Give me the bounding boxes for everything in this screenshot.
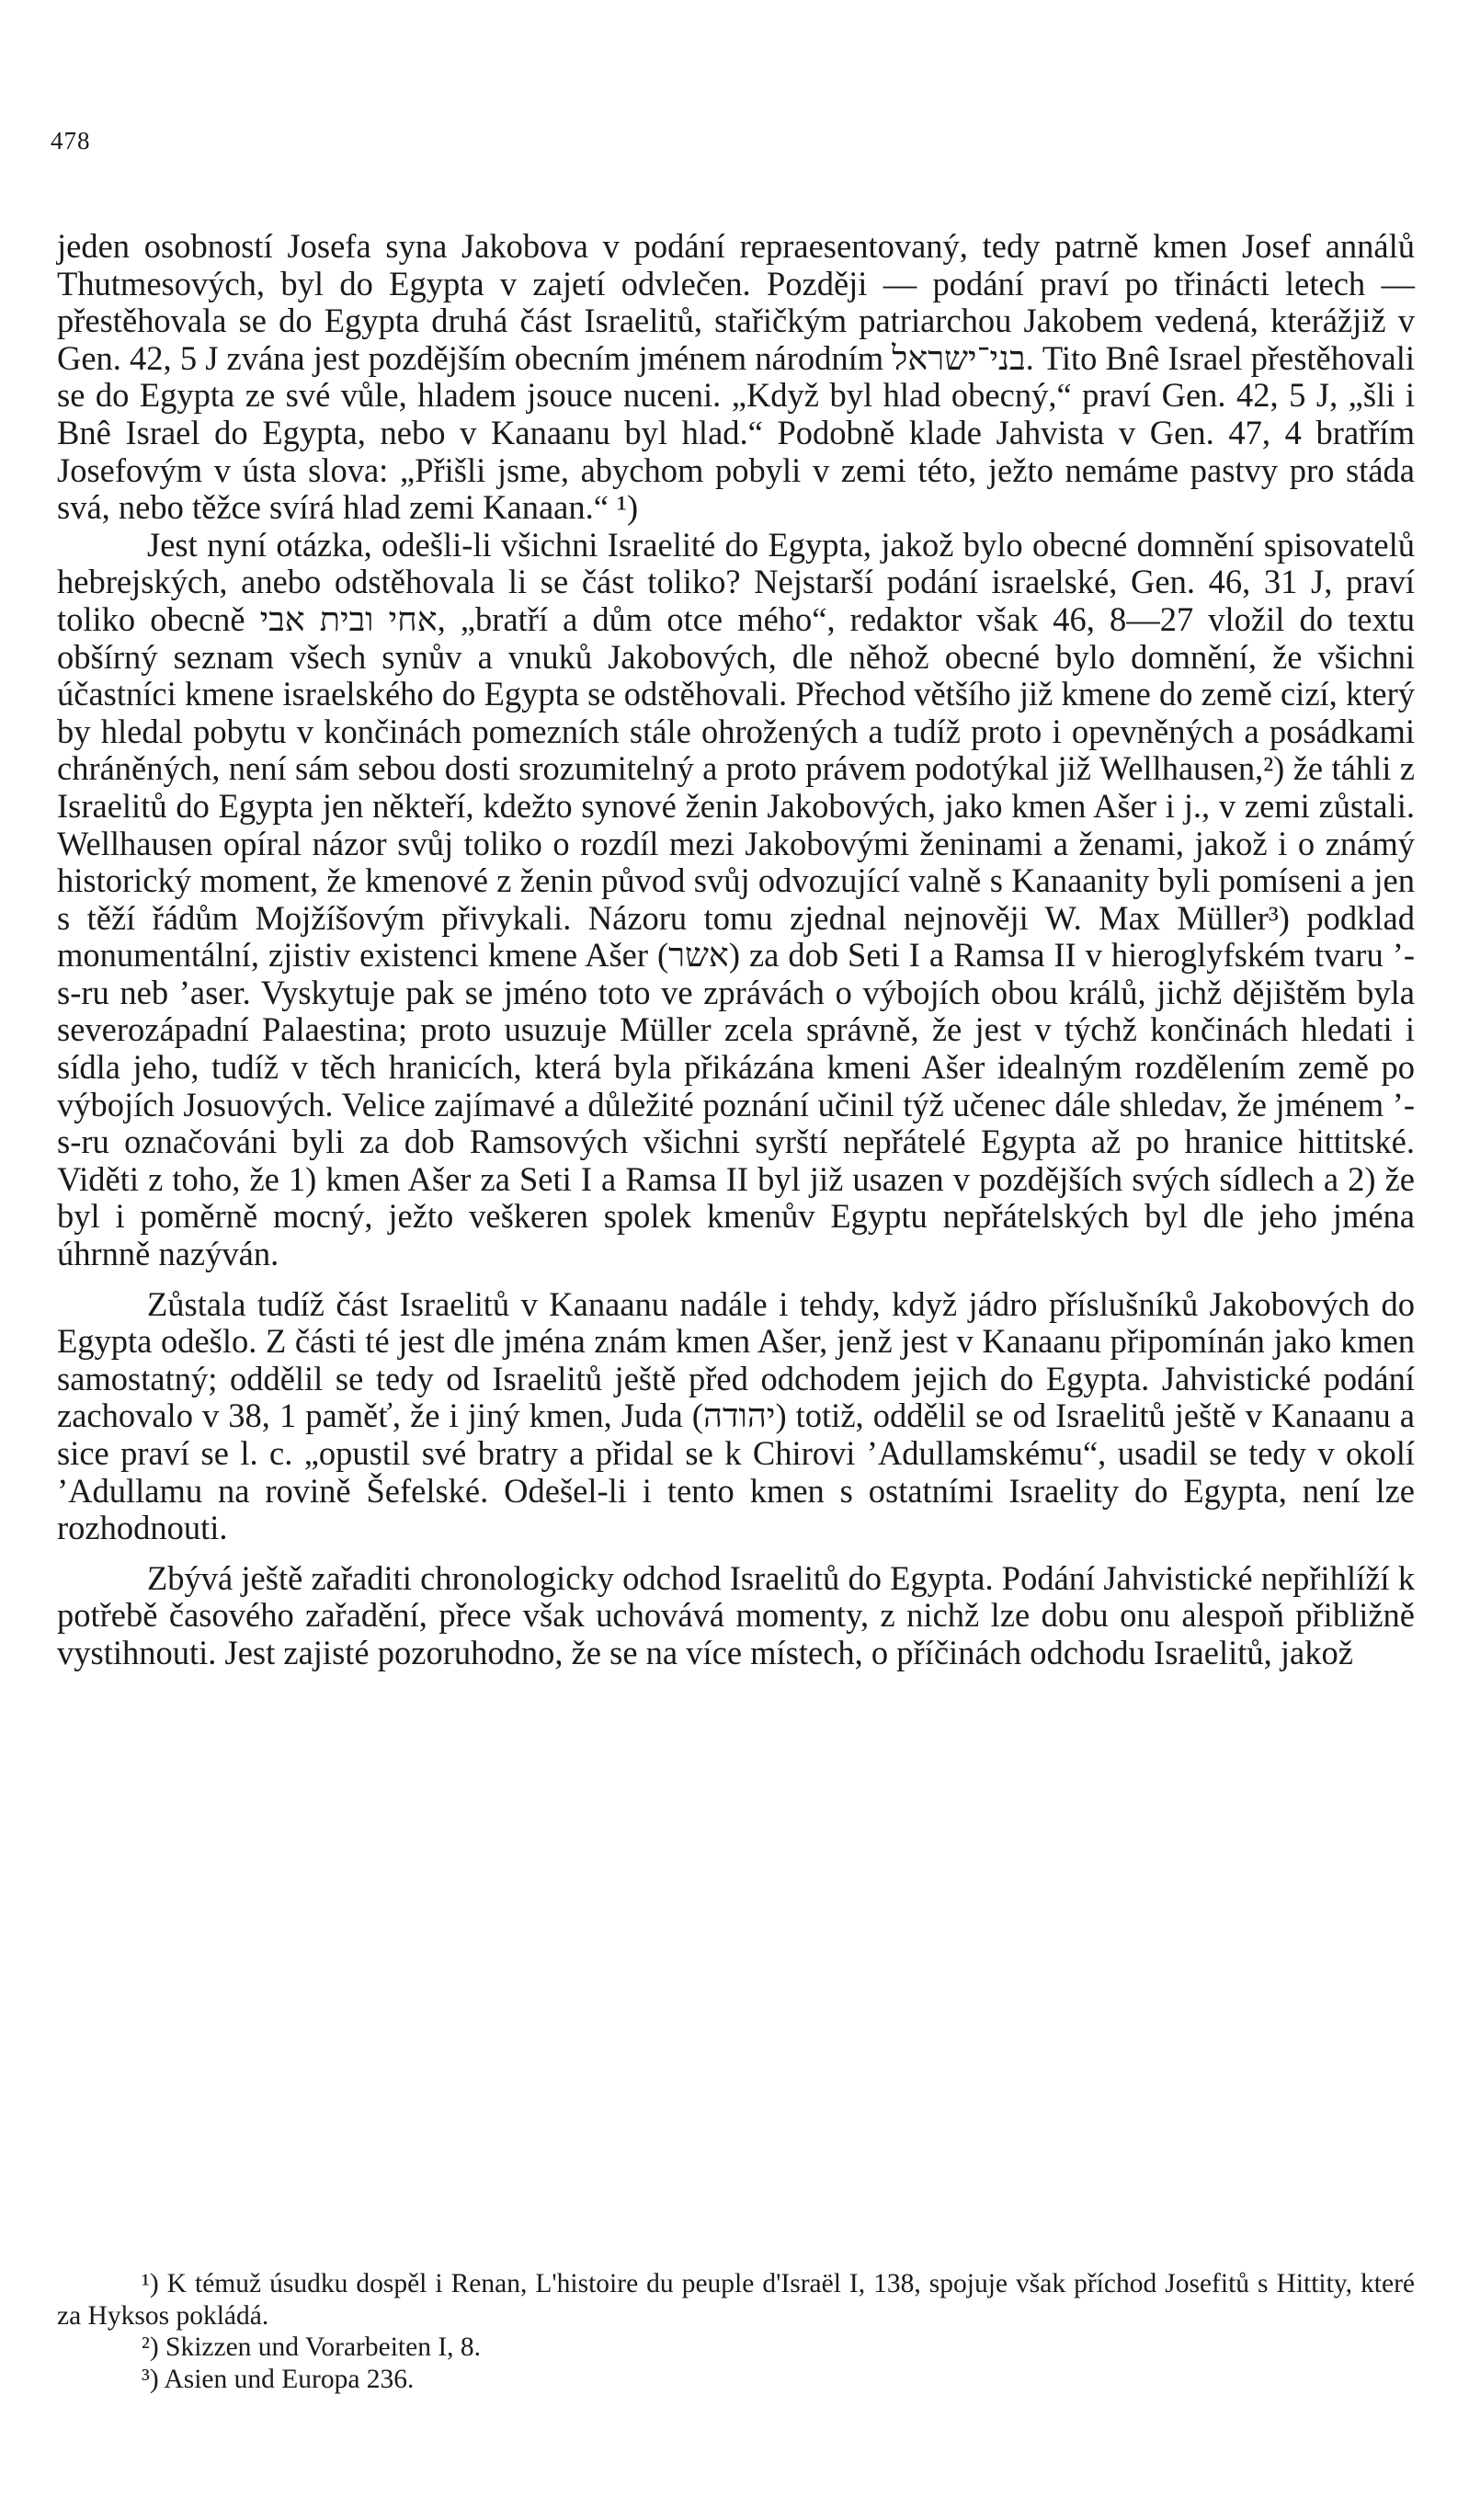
page-number: 478: [51, 127, 91, 154]
footnote-2: ²) Skizzen und Vorarbeiten I, 8.: [142, 2332, 482, 2362]
paragraph-1: jeden osobností Josefa syna Jakobova v podání repraesentovaný, tedy patrně kmen Josef annálů Thutmesových, byl do Egypta v zajetí odvlečen. Později — podání praví po třinácti letech — přestěhovala se do Egypta druhá část Israelitů, stařičkým patriarchou Jakobem vedená, kterážjiž v Gen. 42, 5 J zvána jest pozdějším obecním jménem národním בני־ישראל. Tito Bnê Israel přestěhovali se do Egypta ze své vůle, hladem jsouce nuceni. „Když byl hlad obecný,“ praví Gen. 42, 5 J, „šli i Bnê Israel do Egypta, nebo v Kanaanu byl hlad.“ Podobně klade Jahvista v Gen. 47, 4 bratřím Josefovým v ústa slova: „Přišli jsme, abychom pobyli v zemi této, ježto nemáme pastvy pro stáda svá, nebo těžce svírá hlad zemi Kanaan.“ ¹): [57, 227, 1415, 527]
footnote-1: ¹) K témuž úsudku dospěl i Renan, L'histoire du peuple d'Israël I, 138, spojuje však příchod Josefitů s Hittity, které za Hyksos pokládá.: [57, 2269, 1415, 2331]
paragraph-3: Zůstala tudíž část Israelitů v Kanaanu nadále i tehdy, když jádro příslušníků Jakobových do Egypta odešlo. Z části té jest dle jména znám kmen Ašer, jenž jest v Kanaanu připomínán jako kmen samostatný; oddělil se tedy od Israelitů ještě před odchodem jejich do Egypta. Jahvistické podání zachovalo v 38, 1 paměť, že i jiný kmen, Juda (יהודה) totiž, oddělil se od Israelitů ještě v Kanaanu a sice praví se l. c. „opustil své bratry a přidal se k Chirovi ʼAdullamskému“, usadil se tedy v okolí ʼAdullamu na rovině Šefelské. Odešel-li i tento kmen s ostatními Israelity do Egypta, není lze rozhodnouti.: [57, 1284, 1415, 1547]
body-text: [57, 228, 1415, 1672]
footnote-3: ³) Asien und Europa 236.: [142, 2364, 415, 2394]
footnotes: [57, 2268, 1415, 2395]
paragraph-4: Zbývá ještě zařaditi chronologicky odchod Israelitů do Egypta. Podání Jahvistické nepřihlíží k potřebě časového zařadění, přece však uchovává momenty, z nichž lze dobu onu alespoň přibližně vystihnouti. Jest zajisté pozoruhodno, že se na více místech, o příčinách odchodu Israelitů, jakož: [57, 1558, 1415, 1671]
paragraph-2: Jest nyní otázka, odešli-li všichni Israelité do Egypta, jakož bylo obecné domnění spisovatelů hebrejských, anebo odstěhovala li se část toliko? Nejstarší podání israelské, Gen. 46, 31 J, praví toliko obecně אחי ובית אבי, „bratří a dům otce mého“, redaktor však 46, 8—27 vložil do textu obšírný seznam všech synův a vnuků Jakobových, dle něhož obecné bylo domnění, že všichni účastníci kmene israelského do Egypta se odstěhovali. Přechod většího již kmene do země cizí, který by hledal pobytu v končinách pomezních stále ohrožených a tudíž proto i opevněných a posádkami chráněných, není sám sebou dosti srozumitelný a proto právem podotýkal již Wellhausen,²) že táhli z Israelitů do Egypta jen někteří, kdežto synové ženin Jakobových, jako kmen Ašer i j., v zemi zůstali. Wellhausen opíral názor svůj toliko o rozdíl mezi Jakobovými ženinami a ženami, jakož i o známý historický moment, že kmenové z ženin původ svůj odvozující valně s Kanaanity byli pomíseni a jen s těží řádům Mojžíšovým přivykali. Názoru tomu zjednal nejnověji W. Max Müller³) podklad monumentální, zjistiv existenci kmene Ašer (אשר) za dob Seti I a Ramsa II v hieroglyfském tvaru ʼ-s-ru neb ʼaser. Vyskytuje pak se jméno toto ve zprávách o výbojích obou králů, jichž dějištěm byla severozápadní Palaestina; proto usuzuje Müller zcela správně, že jest v týchž končinách hledati i sídla jeho, tudíž v těch hranicích, která byla přikázána kmeni Ašer idealným rozdělením země po výbojích Josuových. Velice zajímavé a důležité poznání učinil týž učenec dále shledav, že jménem ʼ-s-ru označováni byli za dob Ramsových všichni syrští nepřátelé Egypta až po hranice hittitské. Viděti z toho, že 1) kmen Ašer za Seti I a Ramsa II byl již usazen v pozdějších svých sídlech a 2) že byl i poměrně mocný, ježto veškeren spolek kmenův Egyptu nepřátelských byl dle jeho jména úhrnně nazýván.: [57, 525, 1415, 1273]
